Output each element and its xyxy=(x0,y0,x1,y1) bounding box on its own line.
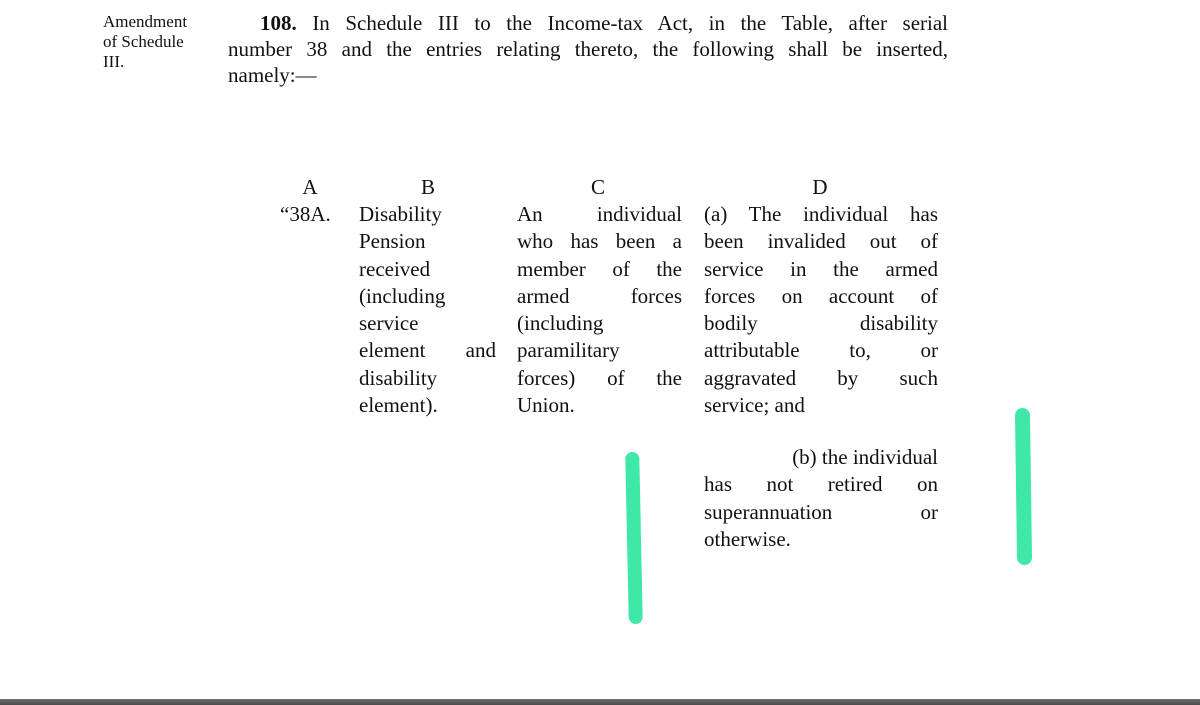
cell-line: paramilitary xyxy=(517,338,620,363)
highlighter-mark xyxy=(1015,408,1032,565)
margin-note-line: Amendment xyxy=(103,12,188,31)
cell-line: (a) The individual has xyxy=(704,202,938,226)
cell-line: attributable to, or xyxy=(704,338,938,363)
cell-condition-b xyxy=(704,444,938,553)
section-number: 108. xyxy=(260,11,297,35)
cell-line: aggravated by such xyxy=(704,365,938,390)
cell-line: otherwise. xyxy=(704,526,791,551)
cell-line: (including xyxy=(359,283,446,308)
cell-line: armed forces xyxy=(517,283,682,308)
cell-line: received xyxy=(359,256,431,281)
cell-line: element and xyxy=(359,338,496,363)
cell-condition-a xyxy=(704,201,938,419)
margin-note-line: III. xyxy=(103,52,125,71)
section-paragraph xyxy=(228,10,948,88)
margin-note-line: of Schedule xyxy=(103,32,184,51)
column-header-b: B xyxy=(420,175,435,199)
cell-line: forces) of the xyxy=(517,365,682,390)
cell-line: has not retired on xyxy=(704,472,938,497)
cell-line: service xyxy=(359,311,419,336)
cell-line: An individual xyxy=(517,202,682,226)
column-header-d: D xyxy=(812,175,828,199)
cell-line: service in the armed xyxy=(704,256,938,281)
cell-line: who has been a xyxy=(517,229,682,254)
section-line-3: namely:— xyxy=(228,63,317,87)
cell-line: (including xyxy=(517,311,604,336)
cell-line: been invalided out of xyxy=(704,229,938,254)
column-header-a: A xyxy=(302,175,318,199)
cell-line: bodily disability xyxy=(704,311,938,336)
cell-line: disability xyxy=(359,365,438,390)
highlighter-mark xyxy=(625,452,643,624)
cell-line: Union. xyxy=(517,393,575,418)
section-line-1: In Schedule III to the Income-tax Act, in the Table, after serial xyxy=(312,11,949,35)
column-header-c: C xyxy=(590,175,605,199)
cell-line: element). xyxy=(359,393,438,418)
cell-income-description xyxy=(359,201,496,419)
cell-line: service; and xyxy=(704,393,805,418)
cell-recipient xyxy=(517,201,682,419)
cell-serial: “38A. xyxy=(280,202,331,226)
cell-line: Disability xyxy=(359,202,442,226)
cell-line: Pension xyxy=(359,229,426,254)
cell-line: member of the xyxy=(517,256,682,281)
margin-note xyxy=(103,12,223,72)
section-line-2: number 38 and the entries relating thereto, the following shall be inserted, xyxy=(228,37,948,61)
cell-line: (b) the individual xyxy=(792,445,938,469)
cell-line: forces on account of xyxy=(704,283,938,308)
cell-line: superannuation or xyxy=(704,499,938,524)
window-bottom-edge xyxy=(0,699,1200,705)
